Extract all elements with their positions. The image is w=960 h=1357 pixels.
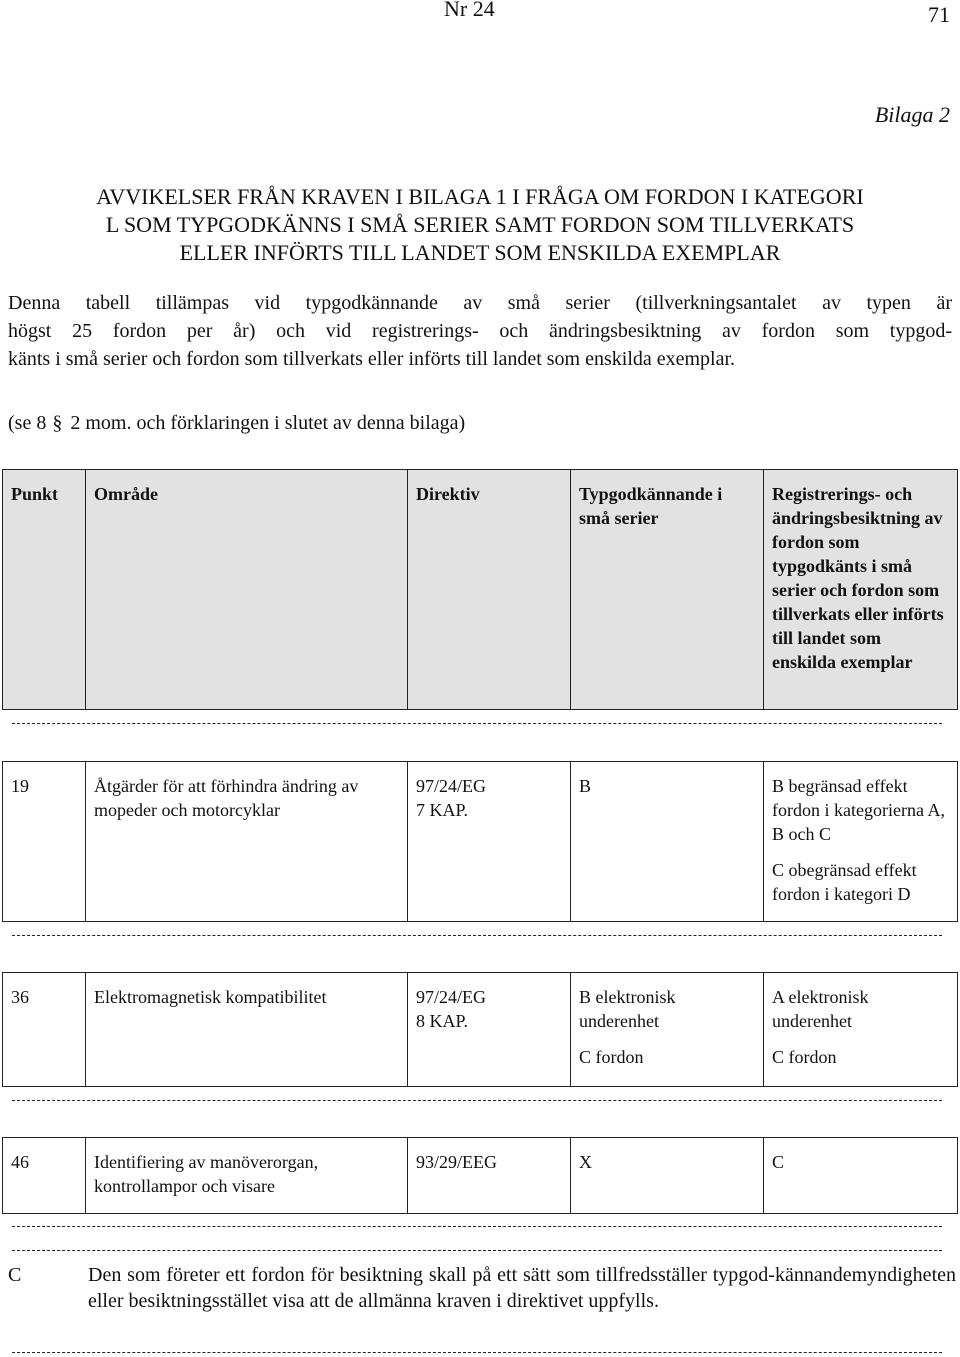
cell-direktiv <box>408 1138 571 1214</box>
cell-punkt: 36 <box>3 973 86 1087</box>
reference-before: (se 8 <box>8 412 47 434</box>
direktiv-number: 97/24/EG <box>416 776 486 796</box>
cell-typgodkannande <box>571 1138 764 1214</box>
intro-line: känts i små serier och fordon som tillverkats eller införts till landet som enskilda exemplar. <box>8 348 736 370</box>
issue-number: Nr 24 <box>444 0 495 21</box>
cell-typgodkannande <box>571 762 764 922</box>
intro-line: Denna tabell tillämpas vid typgodkännande av små serier (tillverkningsantalet av typen är <box>8 292 952 314</box>
page-number: 71 <box>928 2 950 27</box>
reference-after: 2 mom. och förklaringen i slutet av denna bilaga) <box>70 412 466 434</box>
cell-omrade: Åtgärder för att förhindra ändring av mopeder och motorcyklar <box>86 762 408 922</box>
header-direktiv: Direktiv <box>408 470 571 710</box>
typgod-value: C fordon <box>579 1047 644 1067</box>
direktiv-chapter: 7 KAP. <box>416 800 469 820</box>
dashed-separator <box>12 1250 942 1251</box>
intro-paragraph <box>8 289 952 373</box>
table-header <box>2 469 958 710</box>
table-row <box>2 1137 958 1214</box>
cell-omrade: Identifiering av manöverorgan, kontrollampor och visare <box>86 1138 408 1214</box>
title-line: ELLER INFÖRTS TILL LANDET SOM ENSKILDA EXEMPLAR <box>179 240 781 265</box>
cell-punkt: 46 <box>3 1138 86 1214</box>
direktiv-number: 97/24/EG <box>416 987 486 1007</box>
reg-value: C fordon <box>772 1047 837 1067</box>
title-line: AVVIKELSER FRÅN KRAVEN I BILAGA 1 I FRÅGA OM FORDON I KATEGORI <box>96 184 864 209</box>
reg-value: A elektronisk underenhet <box>772 987 869 1031</box>
header-registrering: Registrerings- och ändringsbesiktning av fordon som typgodkänts i små serier och fordon som tillverkats eller införts till landet som enskilda exemplar <box>764 470 958 710</box>
typgod-value: B <box>579 776 592 796</box>
reg-value: B begränsad effekt fordon i kategorierna A, B och C <box>772 776 945 844</box>
direktiv-chapter: 8 KAP. <box>416 1011 469 1031</box>
footnote-letter: C <box>8 1264 22 1286</box>
reg-value: C <box>772 1152 785 1172</box>
header-omrade: Område <box>86 470 408 710</box>
title-line: L SOM TYPGODKÄNNS I SMÅ SERIER SAMT FORDON SOM TILLVERKATS <box>105 212 855 237</box>
table-row <box>2 972 958 1087</box>
cell-typgodkannande <box>571 973 764 1087</box>
dashed-separator <box>12 1226 942 1227</box>
direktiv-number: 93/29/EEG <box>416 1152 497 1172</box>
cell-direktiv <box>408 762 571 922</box>
footnote <box>8 1262 956 1314</box>
document-title <box>0 183 960 267</box>
dashed-separator <box>12 935 942 936</box>
annex-label: Bilaga 2 <box>874 102 950 127</box>
typgod-value: X <box>579 1152 592 1172</box>
cell-registrering <box>764 1138 958 1214</box>
footnote-text: Den som företer ett fordon för besiktning skall på ett sätt som tillfredsställer typgod-kännandemyndigheten eller besiktningsstället visa att de allmänna kraven i direktivet uppfylls. <box>88 1264 956 1312</box>
header-typgodkannande: Typgodkännande i små serier <box>571 470 764 710</box>
dashed-separator <box>12 723 942 724</box>
dashed-separator <box>12 1100 942 1101</box>
dashed-separator <box>12 1352 942 1353</box>
cell-registrering <box>764 973 958 1087</box>
reference-note <box>8 412 465 435</box>
header-punkt: Punkt <box>3 470 86 710</box>
cell-registrering <box>764 762 958 922</box>
reg-value: C obegränsad effekt fordon i kategori D <box>772 860 917 904</box>
section-symbol: § <box>52 412 63 434</box>
cell-omrade: Elektromagnetisk kompatibilitet <box>86 973 408 1087</box>
typgod-value: B elektronisk underenhet <box>579 987 676 1031</box>
intro-line: högst 25 fordon per år) och vid registrerings- och ändringsbesiktning av fordon som typgod- <box>8 320 952 342</box>
cell-punkt: 19 <box>3 762 86 922</box>
table-row <box>2 761 958 922</box>
cell-direktiv <box>408 973 571 1087</box>
